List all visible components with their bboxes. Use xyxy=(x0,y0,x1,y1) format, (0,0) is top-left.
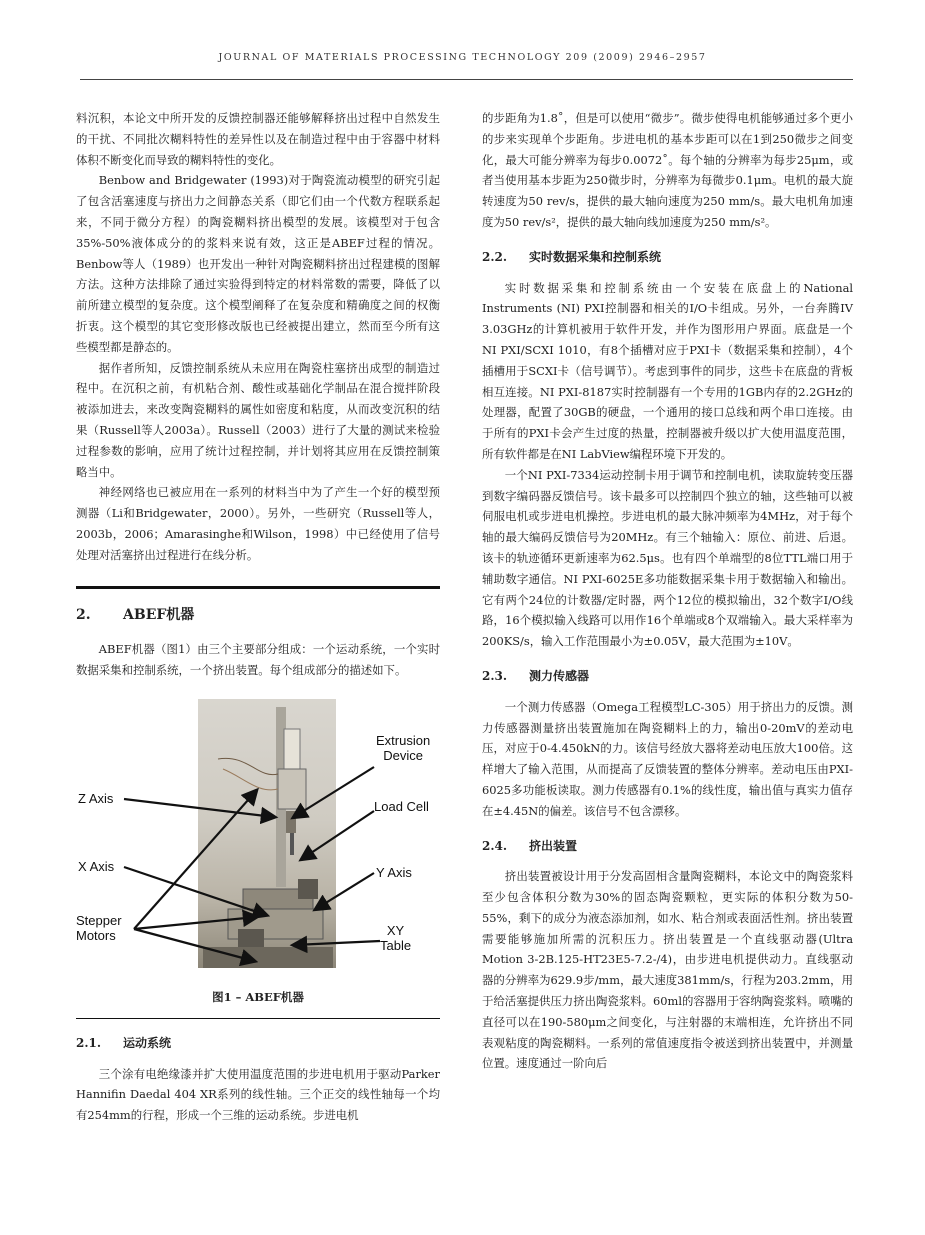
section-title: 挤出装置 xyxy=(529,838,578,853)
right-column xyxy=(482,108,853,1074)
label-y-axis: Y Axis xyxy=(376,864,412,880)
paragraph: Benbow and Bridgewater (1993)对于陶瓷流动模型的研究引起了包含活塞速度与挤出力之间静态关系（即它们由一个代数方程联系起来，不同于微分方程）的陶瓷糊料挤出模型的发展。该模型对于包含35%-50%液体成分的的浆料来说有效，这正是ABEF过程的情况。Benbow等人（1989）也开发出一种针对陶瓷糊料挤出过程建模的图解方法。这种方法排除了通过实验得到特定的材料常数的需要，降低了以前所建立模型的复杂度。这个模型阐释了在复杂度和精确度之间的权衡折衷。这个模型的其它变形修改版也已经被提出建立，然而至今所有这些模型都是静态的。 xyxy=(76,173,440,354)
label-xy-table: XY Table xyxy=(380,922,412,953)
section-heading-2-4 xyxy=(482,836,853,857)
section-number: 2.1. xyxy=(76,1035,102,1050)
section-heading-2 xyxy=(76,605,440,626)
label-z-axis: Z Axis xyxy=(78,790,114,806)
left-column xyxy=(76,108,440,1126)
section-heading-2-3 xyxy=(482,666,853,687)
paragraph: ABEF机器（图1）由三个主要部分组成：一个运动系统，一个实时数据采集和控制系统，一个挤出装置。每个组成部分的描述如下。 xyxy=(76,642,440,678)
paragraph: 实时数据采集和控制系统由一个安装在底盘上的National Instruments (NI) PXI控制器和相关的I/O卡组成。另外，一台奔腾IV 3.03GHz的计算机被用于软件开发，并作为图形用户界面。底盘是一个NI PXI/SCXI 1010，有8个插槽对应于PXI卡（数据采集和控制），4个插槽用于SCXI卡（信号调节）。考虑到事件的同步，这些卡在底盘的背板相互连接。NI PXI-8187实时控制器有一个专用的1GB内存的2.2GHz的处理器，配置了30GB的硬盘，一个通用的接口总线和两个串口连接。由于所有的PXI卡会产生过度的热量，控制器被升级以扩大使用温度范围，所有软件都是在NI LabView编程环境下开发的。 xyxy=(482,280,853,461)
section-heading-2-1 xyxy=(76,1033,440,1054)
label-extrusion-device: Extrusion Device xyxy=(376,732,431,763)
caption-rule xyxy=(76,1018,440,1019)
paragraph: 神经网络也已被应用在一系列的材料当中为了产生一个好的模型预测器（Li和Bridgewater，2000）。另外，一些研究（Russell等人，2003b，2006；Amarasinghe和Wilson，1998）中已经使用了信号处理对活塞挤出过程进行在线分析。 xyxy=(76,485,440,562)
section-number: 2.4. xyxy=(482,838,508,853)
section-number: 2.2. xyxy=(482,249,508,264)
label-stepper-motors: Stepper Motors xyxy=(76,912,122,943)
paragraph: 一个测力传感器（Omega工程模型LC-305）用于挤出力的反馈。测力传感器测量挤出装置施加在陶瓷糊料上的力，输出0-20mV的差动电压，对应于0-4.450kN的力。该信号经放大器将差动电压放大100倍。这样增大了输入范围，从而提高了反馈装置的整体分辨率。差动电压由PXI-6025多功能板读取。测力传感器有0.1%的线性度，输出值与真实力值存在±4.45N的偏差。该信号不包含漂移。 xyxy=(482,699,853,818)
paragraph: 料沉积，本论文中所开发的反馈控制器还能够解释挤出过程中自然发生的干扰、不同批次糊料特性的差异性以及在制造过程中由于容器中材料体积不断变化而导致的糊料特性的变化。 xyxy=(76,111,440,167)
paragraph: 的步距角为1.8˚，但是可以使用“微步”。微步使得电机能够通过多个更小的步来实现单个步距角。步进电机的基本步距可以在1到250微步之间变化，最大可能分辨率为每步0.0072˚。每个轴的分辨率为每步25μm，或者当使用基本步距为250微步时，分辨率为每微步0.1μm。电机的最大旋转速度为50 rev/s，提供的最大轴向速度为250 mm/s。最大电机角加速度为50 rev/s²，提供的最大轴向线加速度为250 mm/s²。 xyxy=(482,111,853,229)
label-x-axis: X Axis xyxy=(78,858,115,874)
paragraph: 据作者所知，反馈控制系统从未应用在陶瓷柱塞挤出成型的制造过程中。在沉积之前，有机粘合剂、酸性或基础化学制品在混合搅拌阶段被添加进去，来改变陶瓷糊料的属性如密度和粘度，从而改变沉积的结果（Russell等人2003a）。Russell（2003）进行了大量的测试来检验过程参数的影响，应用了统计过程控制，并计划将其应用在反馈控制策略当中。 xyxy=(76,360,440,479)
section-title: 运动系统 xyxy=(123,1035,172,1050)
section-title: 实时数据采集和控制系统 xyxy=(529,249,662,264)
header-rule xyxy=(80,79,853,80)
figure-caption: 图1 – ABEF机器 xyxy=(212,989,304,1004)
label-load-cell: Load Cell xyxy=(374,798,429,814)
section-title: 测力传感器 xyxy=(529,668,590,683)
section-rule xyxy=(76,586,440,589)
section-heading-2-2 xyxy=(482,247,853,268)
running-header: JOURNAL OF MATERIALS PROCESSING TECHNOLOGY 209 (2009) 2946–2957 xyxy=(218,52,707,63)
figure-1 xyxy=(76,699,440,985)
section-number: 2. xyxy=(76,606,91,623)
paragraph: 一个NI PXI-7334运动控制卡用于调节和控制电机，读取旋转变压器到数字编码器反馈信号。该卡最多可以控制四个独立的轴，这些轴可以被伺服电机或步进电机操控。步进电机的最大脉冲频率为4MHz，对于每个轴的最大编码反馈信号为20MHz。有三个轴输入：原位、前进、后退。该卡的轨迹循环更新速率为62.5μs。也有四个单端型的8位TTL端口用于辅助数字通信。NI PXI-6025E多功能数据采集卡用于数据输入和输出。它有两个24位的计数器/定时器，两个12位的模拟输出，32个数字I/O线路，16个模拟输入线路可以用作16个单端或8个双端输入。最大采样率为200KS/s，输入工作范围最小为±0.05V，最大范围为±10V。 xyxy=(482,467,853,649)
paragraph: 三个涂有电绝缘漆并扩大使用温度范围的步进电机用于驱动Parker Hannifin Daedal 404 XR系列的线性轴。三个正交的线性轴每一个均有254mm的行程，形成一个三维的运动系统。步进电机 xyxy=(76,1066,440,1123)
section-number: 2.3. xyxy=(482,668,508,683)
paragraph: 挤出装置被设计用于分发高固相含量陶瓷糊料，本论文中的陶瓷浆料至少包含体积分数为30%的固态陶瓷颗粒，更实际的体积分数为50-55%，剩下的成分为液态添加剂，如水、粘合剂或表面活性剂。挤出装置需要能够施加所需的沉积压力。挤出装置是一个直线驱动器(Ultra Motion 3-2B.125-HT23E5-7.2-/4)，由步进电机提供动力。直线驱动器的分辨率为629.9步/mm，最大速度381mm/s，行程为203.2mm，用于给活塞提供压力挤出陶瓷浆料。60ml的容器用于容纳陶瓷浆料。喷嘴的直径可以在190-580μm之间变化，与注射器的末端相连，允许挤出不同表观粘度的陶瓷糊料。一系列的常值速度指令被送到挤出装置中，并测量位置。速度通过一阶向后 xyxy=(482,869,853,1071)
section-title: ABEF机器 xyxy=(123,606,195,623)
